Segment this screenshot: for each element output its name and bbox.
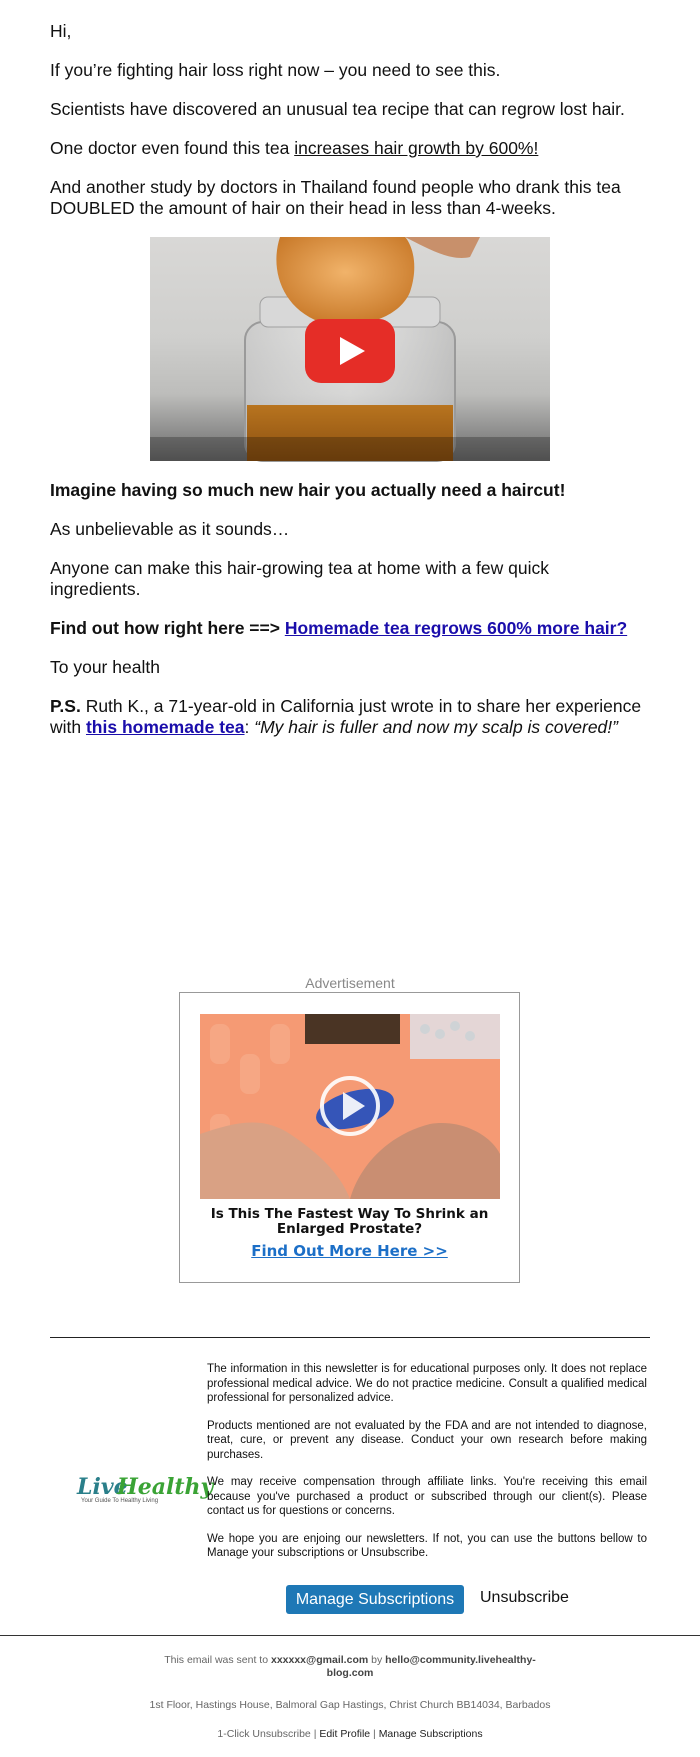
one-click-unsubscribe-link[interactable]: 1-Click Unsubscribe — [217, 1728, 311, 1740]
ad-label: Advertisement — [305, 975, 395, 991]
disclaimer-fda: Products mentioned are not evaluated by the FDA and are not intended to diagnose, treat, cure, or prevent any disease. Conduct your own research before making purchases. — [207, 1419, 647, 1461]
cta-line — [50, 618, 650, 639]
growth-claim-underline: increases hair growth by 600%! — [294, 138, 539, 158]
headline: Imagine having so much new hair you actually need a haircut! — [50, 480, 566, 500]
postal-address: 1st Floor, Hastings House, Balmoral Gap Hastings, Christ Church BB14034, Barbados — [149, 1699, 551, 1711]
sent-to-line — [0, 1654, 700, 1680]
ps-colon: : — [244, 717, 255, 737]
paragraph-1: If you’re fighting hair loss right now – you need to see this. — [50, 60, 501, 80]
disclaimer-affiliate: We may receive compensation through affiliate links. You're receiving this email because you've purchased a product or subscribed through our client(s). Please contact us for questions or concerns. — [207, 1476, 647, 1517]
youtube-play-icon[interactable] — [305, 319, 395, 383]
greeting: Hi, — [50, 21, 72, 41]
sent-by: by — [368, 1654, 386, 1666]
recipient-email: xxxxxx@gmail.com — [270, 1654, 369, 1666]
footer-disclaimers — [207, 1362, 647, 1574]
link-separator: | — [310, 1728, 320, 1740]
sender-email-part1: hello@community.livehealthy- — [385, 1654, 536, 1666]
ad-box[interactable] — [179, 992, 520, 1283]
footer-divider — [50, 1337, 650, 1338]
manage-subscriptions-button[interactable]: Manage Subscriptions — [286, 1585, 464, 1614]
cta-prefix: Find out how right here ==> — [50, 618, 285, 638]
livehealthy-logo — [75, 1470, 214, 1510]
ad-link[interactable]: Find Out More Here >> — [251, 1242, 448, 1260]
ps-link[interactable]: this homemade tea — [85, 717, 245, 737]
paragraph-2: Scientists have discovered an unusual tea recipe that can regrow lost hair. — [50, 99, 625, 119]
ps-label: P.S. — [50, 696, 81, 716]
sender-email-part2: blog.com — [326, 1667, 374, 1679]
video-thumbnail[interactable] — [150, 237, 550, 461]
paragraph-6: Anyone can make this hair-growing tea at home with a few quick ingredients. — [50, 558, 550, 599]
disclaimer-manage: We hope you are enjoing our newsletters. If not, you can use the buttons bellow to Manage your subscriptions or Unsubscribe. — [207, 1532, 647, 1559]
disclaimer-educational: The information in this newsletter is for educational purposes only. It does not replace professional medical advice. We do not practice medicine. Consult a qualified medical professional for personalized advice. — [207, 1363, 647, 1404]
logo-text-healthy: Healthy — [117, 1474, 214, 1500]
ad-title: Is This The Fastest Way To Shrink an Enlarged Prostate? — [210, 1206, 489, 1237]
ps-quote: “My hair is fuller and now my scalp is covered!” — [254, 717, 618, 737]
footer-links — [0, 1728, 700, 1740]
ad-image[interactable] — [200, 1014, 500, 1199]
sent-prefix: This email was sent to — [164, 1654, 271, 1666]
paragraph-4: And another study by doctors in Thailand found people who drank this tea DOUBLED the amount of hair on their head in less than 4-weeks. — [50, 177, 621, 218]
cta-link[interactable]: Homemade tea regrows 600% more hair? — [284, 618, 628, 638]
link-separator: | — [370, 1728, 379, 1740]
logo-tagline: Your Guide To Healthy Living — [81, 1498, 159, 1504]
paragraph-5: As unbelievable as it sounds… — [50, 519, 290, 539]
play-circle-icon[interactable] — [318, 1074, 382, 1138]
signoff: To your health — [50, 657, 160, 677]
logo-text-live: Live — [77, 1474, 128, 1500]
bottom-divider — [0, 1635, 700, 1636]
paragraph-3-text: One doctor even found this tea — [50, 138, 295, 158]
manage-subscriptions-link[interactable]: Manage Subscriptions — [378, 1728, 483, 1740]
logo-mark — [75, 1470, 214, 1510]
unsubscribe-button[interactable]: Unsubscribe — [480, 1589, 569, 1606]
ps-text: Ruth K., a 71-year-old in California just wrote in to share her experience with — [50, 696, 642, 737]
edit-profile-link[interactable]: Edit Profile — [319, 1728, 371, 1740]
postscript — [50, 696, 650, 738]
paragraph-3 — [50, 138, 650, 159]
